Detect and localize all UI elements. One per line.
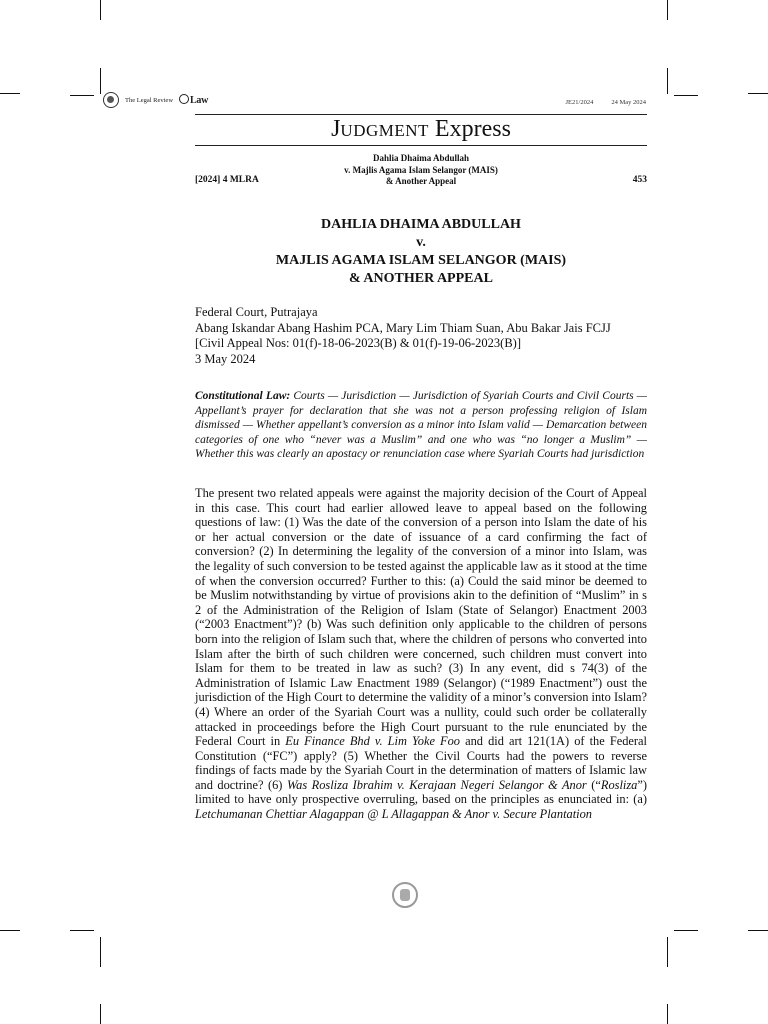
crop-mark [0, 930, 20, 931]
catchwords: Constitutional Law: Courts — Jurisdiction — Jurisdiction of Syariah Courts and Civil Courts — Appellant’s prayer for declaration that she was not a person professing religion of Islam dismissed — Whether appellant’s conversion as a minor into Islam valid — Demarcation between categories of one who “never was a Muslim” and one who was “no longer a Muslim” — Whether this was clearly an apostacy or renunciation case where Syariah Courts had jurisdiction [195, 390, 647, 460]
headnote-paragraph: The present two related appeals were against the majority decision of the Court of Appeal in this case. This court had earlier allowed leave to appeal based on the following questions of law: (1) Was the date of the conversion of a person into Islam the date of his or her actual conversion or the date of issuance of a card confirming the fact of conversion? (2) In determining the legality of the conversion of a minor into Islam, was the legality of such conversion to be tested against the applicable law as it stood at the time of when the conversion occurred? Further to this: (a) Could the said minor be deemed to be Muslim notwithstanding by virtue of provisions akin to the definition of “Muslim” in s 2 of the Administration of the Religion of Islam (State of Selangor) Enactment 2003 (“2003 Enactment”)? (b) Was such definition only applicable to the children of persons born into the religion of Islam such that, where the children of persons who converted into Islam after the birth of such children were concerned, such children must convert into Islam for them to be treated in law as such? (3) In any event, did s 74(3) of the Administration of Islamic Law Enactment 1989 (Selangor) (“1989 Enactment”) oust the jurisdiction of the High Court to determine the validity of a minor’s conversion into Islam? (4) Where an order of the Syariah Court was a nullity, could such order be collaterally attacked in proceedings before the High Court pursuant to the rule enunciated by the Federal Court in Eu Finance Bhd v. Lim Yoke Foo and did art 121(1A) of the Federal Constitution (“FC”) apply? (5) Whether the Civil Courts had the powers to reverse findings of facts made by the Syariah Court in the determination of matters of Islamic law and doctrine? (6) Was Rosliza Ibrahim v. Kerajaan Negeri Selangor & Anor (“Rosliza”) limited to have only prospective overruling, based on the principles as enunciated in: (a) Letchumanan Chettiar Alagappan @ L Allagappan & Anor v. Secure Plantation [195, 486, 648, 822]
reference-code: JE21/2024 [565, 99, 594, 106]
crop-mark [667, 0, 668, 20]
reference-date: 24 May 2024 [611, 99, 646, 106]
page-number: 453 [632, 175, 647, 185]
crop-mark [667, 68, 668, 94]
crop-mark [748, 930, 768, 931]
legal-review-seal-icon [103, 92, 119, 108]
running-head-parties: Dahlia Dhaima Abdullah v. Majlis Agama Islam Selangor (MAIS) & Another Appeal [344, 153, 498, 186]
crop-mark [70, 930, 94, 931]
brand-title: JUDGMENT Express [331, 116, 511, 142]
decision-date: 3 May 2024 [195, 351, 256, 366]
elaw-e-icon [179, 94, 189, 104]
judges: Abang Iskandar Abang Hashim PCA, Mary Lim Thiam Suan, Abu Bakar Jais FCJJ [195, 320, 611, 335]
crop-mark [70, 95, 94, 96]
crop-mark [100, 937, 101, 967]
crop-mark [0, 93, 20, 94]
crop-mark [100, 1004, 101, 1024]
legal-review-logo: The Legal Review [125, 96, 174, 104]
crop-mark [748, 93, 768, 94]
header-logos [103, 92, 208, 108]
elaw-logo: Law [179, 94, 208, 106]
crop-mark [674, 95, 698, 96]
case-title: DAHLIA DHAIMA ABDULLAH v. MAJLIS AGAMA ISLAM SELANGOR (MAIS) & ANOTHER APPEAL [275, 217, 567, 286]
footer-seal-icon [387, 880, 423, 910]
crop-mark [674, 930, 698, 931]
appeal-numbers: [Civil Appeal Nos: 01(f)-18-06-2023(B) & 01(f)-19-06-2023(B)] [195, 336, 521, 350]
court-name: Federal Court, Putrajaya [195, 305, 318, 319]
crop-mark [667, 937, 668, 967]
crop-mark [667, 1004, 668, 1024]
header-reference [566, 99, 646, 106]
header-rule-bottom [195, 145, 647, 146]
citation: [2024] 4 MLRA [195, 175, 259, 185]
case-meta [195, 305, 647, 367]
crop-mark [100, 68, 101, 94]
crop-mark [100, 0, 101, 20]
